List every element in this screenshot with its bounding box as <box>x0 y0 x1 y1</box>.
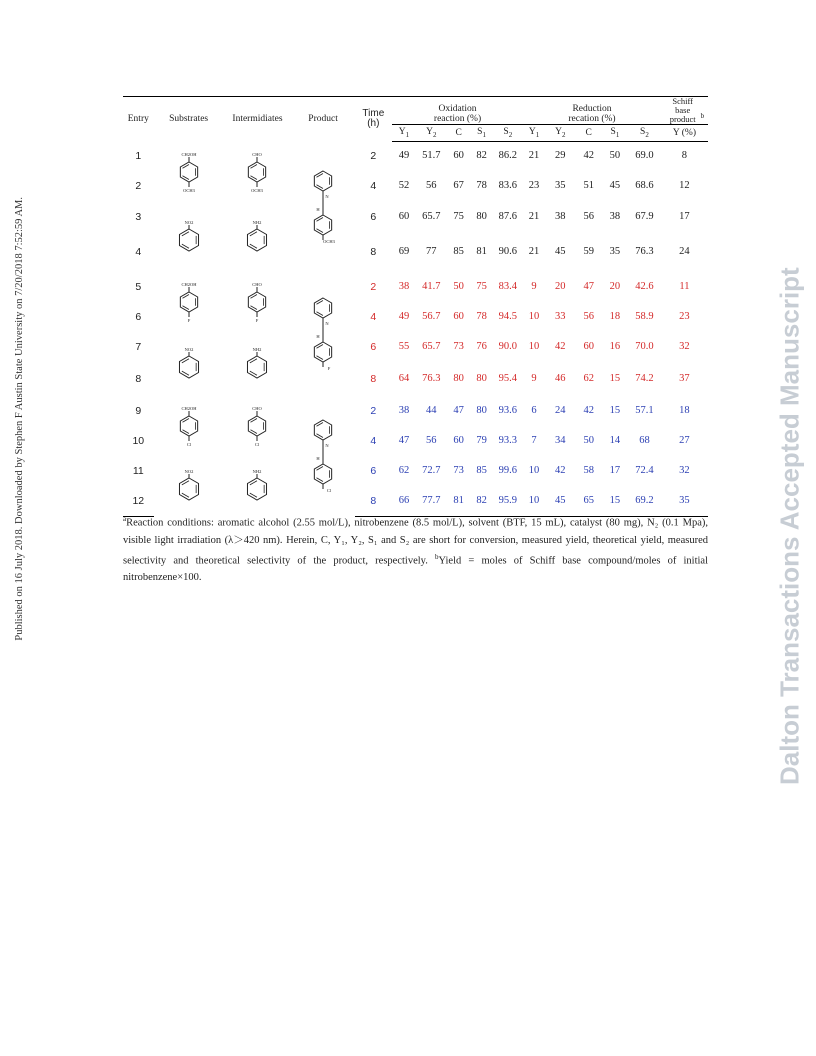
cell-entry: 3 <box>135 210 142 223</box>
cell-value: 65 <box>576 486 602 517</box>
schiff-base-product-structure <box>308 414 338 498</box>
substrate-structure <box>174 396 204 456</box>
svg-text:CH2OH: CH2OH <box>181 281 197 287</box>
cell-value: 16 <box>609 341 621 352</box>
subheader-7: C <box>576 125 602 142</box>
cell-value: 38 <box>398 281 410 292</box>
schiff-base-product-structure <box>308 165 338 249</box>
accepted-manuscript-watermark: Dalton Transactions Accepted Manuscript <box>774 267 805 785</box>
svg-text:CH2OH: CH2OH <box>181 405 197 411</box>
subheader-10: Y (%) <box>661 125 708 142</box>
cell-value: 10 <box>528 341 540 352</box>
cell-time: 4 <box>370 434 377 447</box>
cell-value: 77 <box>426 246 437 257</box>
svg-text:NH2: NH2 <box>253 468 262 474</box>
cell-value: 42 <box>583 405 594 416</box>
header-schiff <box>661 97 708 125</box>
svg-text:F: F <box>187 317 190 323</box>
cell-value: 78 <box>476 311 487 322</box>
cell-value: 33 <box>555 311 566 322</box>
cell-time: 6 <box>370 210 377 223</box>
cell-value: 60 <box>398 211 410 222</box>
subheader-letter: S <box>503 127 509 138</box>
cell-value: 45 <box>555 246 566 257</box>
cell-value: 49 <box>398 150 410 162</box>
subheader-6 <box>545 125 576 142</box>
cell-value: 83.6 <box>498 180 517 192</box>
cell-entry: 4 <box>135 245 142 258</box>
cell-value: 11 <box>679 281 690 292</box>
cell-value: 20 <box>609 281 621 292</box>
cell-value: 80 <box>476 373 487 384</box>
svg-text:NO2: NO2 <box>184 219 193 225</box>
table-row <box>123 396 708 426</box>
cell-value: 18 <box>679 405 690 416</box>
cell-value: 85 <box>476 465 487 476</box>
svg-text:F: F <box>327 365 331 371</box>
cell-value: 80 <box>476 405 487 416</box>
cell-value: 58 <box>583 465 594 476</box>
cell-value: 35 <box>609 246 621 257</box>
cell-value: 46 <box>555 373 566 384</box>
cell-entry: 8 <box>135 372 142 385</box>
cell-time: 2 <box>370 280 377 293</box>
cell-value: 14 <box>609 435 621 446</box>
cell-value: 56 <box>426 180 437 192</box>
cell-entry: 12 <box>123 486 154 517</box>
cell-value: 62 <box>583 373 594 384</box>
cell-value: 78 <box>476 180 487 192</box>
cell-time: 2 <box>370 149 377 162</box>
cell-substrate <box>154 396 224 456</box>
svg-text:H: H <box>316 455 320 461</box>
aniline-structure <box>242 456 272 516</box>
cell-value: 17 <box>679 211 690 222</box>
header-substrates: Substrates <box>154 97 224 142</box>
cell-value: 23 <box>528 180 540 192</box>
cell-value: 66 <box>392 486 416 517</box>
cell-value: 75 <box>453 211 464 222</box>
cell-value: 7 <box>531 435 537 446</box>
cell-entry: 11 <box>132 464 144 477</box>
cell-value: 47 <box>583 281 594 292</box>
cell-product <box>291 142 354 272</box>
svg-text:CHO: CHO <box>252 281 263 287</box>
cell-value: 45 <box>609 180 621 192</box>
cell-value: 80 <box>476 211 487 222</box>
cell-value: 18 <box>609 311 621 322</box>
subheader-letter: Y <box>528 127 536 138</box>
svg-text:N: N <box>325 442 329 448</box>
cell-value: 67.9 <box>635 211 654 222</box>
cell-value: 35 <box>555 180 566 192</box>
cell-value: 21 <box>528 211 540 222</box>
svg-text:N: N <box>325 193 329 199</box>
intermediate-structure <box>242 396 272 456</box>
nitrobenzene-structure <box>174 334 204 394</box>
cell-value: 81 <box>447 486 471 517</box>
cell-value: 90.0 <box>498 341 517 352</box>
cell-value: 24 <box>679 246 690 257</box>
cell-value: 23 <box>679 311 690 322</box>
cell-value: 80 <box>453 373 464 384</box>
cell-value: 60 <box>453 435 464 446</box>
cell-value: 85 <box>453 246 464 257</box>
svg-text:NO2: NO2 <box>184 468 193 474</box>
cell-entry: 10 <box>132 434 145 447</box>
cell-value: 52 <box>398 180 410 192</box>
cell-value: 38 <box>555 211 566 222</box>
header-oxidation <box>392 97 523 125</box>
subheader-letter: S <box>477 127 483 138</box>
svg-text:Cl: Cl <box>186 441 191 447</box>
cell-value: 69 <box>398 246 410 257</box>
cell-value: 60 <box>583 341 594 352</box>
subheader-letter: Y <box>426 127 433 138</box>
cell-value: 37 <box>679 373 690 384</box>
cell-value: 49 <box>398 311 410 322</box>
aniline-structure <box>242 334 272 394</box>
cell-value: 15 <box>602 486 628 517</box>
cell-value: 81 <box>476 246 487 257</box>
header-entry: Entry <box>123 97 154 142</box>
table-row <box>123 142 708 170</box>
cell-time: 4 <box>370 179 377 192</box>
subheader-index: 1 <box>615 130 620 139</box>
cell-value: 74.2 <box>635 373 654 384</box>
subheader-1 <box>416 125 447 142</box>
subheader-8 <box>602 125 628 142</box>
cell-value: 38 <box>398 405 410 416</box>
cell-value: 50 <box>453 281 464 292</box>
table-row <box>123 272 708 302</box>
header-schiff-sup: b <box>700 112 705 121</box>
subheader-letter: Y <box>555 127 562 138</box>
cell-value: 42.6 <box>635 281 654 292</box>
cell-intermediate <box>224 202 292 272</box>
cell-value: 51 <box>583 180 594 192</box>
substrate-structure <box>174 272 204 332</box>
cell-value: 20 <box>555 281 566 292</box>
cell-value: 55 <box>398 341 410 352</box>
substrate-structure <box>174 142 204 202</box>
cell-value: 41.7 <box>422 281 441 292</box>
cell-value: 73 <box>453 465 464 476</box>
cell-time: 2 <box>370 404 377 417</box>
cell-value: 17 <box>609 465 621 476</box>
cell-intermediate <box>224 272 292 332</box>
cell-value: 29 <box>555 150 566 162</box>
cell-entry: 7 <box>135 340 142 353</box>
cell-value: 77.7 <box>416 486 447 517</box>
cell-value: 69.0 <box>635 150 654 162</box>
cell-value: 94.5 <box>498 311 517 322</box>
svg-text:OCH3: OCH3 <box>182 187 195 193</box>
cell-value: 60 <box>453 150 464 162</box>
cell-value: 75 <box>476 281 487 292</box>
subheader-4 <box>493 125 524 142</box>
cell-value: 68 <box>639 435 650 446</box>
cell-value: 95.9 <box>493 486 524 517</box>
cell-substrate <box>154 272 224 332</box>
cell-value: 8 <box>681 150 688 162</box>
schiff-base-product-structure <box>308 292 338 376</box>
cell-value: 62 <box>398 465 410 476</box>
cell-value: 45 <box>545 486 576 517</box>
cell-value: 15 <box>609 373 621 384</box>
cell-value: 34 <box>555 435 566 446</box>
cell-value: 32 <box>679 465 690 476</box>
cell-time: 6 <box>370 464 377 477</box>
cell-entry: 1 <box>135 149 142 162</box>
cell-intermediate <box>224 332 292 396</box>
cell-intermediate <box>224 142 292 202</box>
cell-value: 93.3 <box>498 435 517 446</box>
subheader-letter: Y <box>398 127 406 138</box>
subheader-letter: S <box>610 127 616 138</box>
cell-value: 24 <box>555 405 566 416</box>
cell-value: 73 <box>453 341 464 352</box>
cell-substrate <box>154 142 224 202</box>
subheader-5 <box>523 125 545 142</box>
footnote-a-marker: a <box>123 515 127 523</box>
cell-value: 79 <box>476 435 487 446</box>
cell-value: 21 <box>528 246 540 257</box>
cell-product <box>291 272 354 396</box>
subheader-2: C <box>447 125 471 142</box>
cell-value: 68.6 <box>635 180 654 192</box>
subheader-index: 2 <box>432 130 437 139</box>
cell-time: 8 <box>355 486 392 517</box>
cell-value: 82 <box>471 486 493 517</box>
header-time-label: Time (h) <box>362 108 385 130</box>
cell-value: 90.6 <box>498 246 517 257</box>
cell-value: 10 <box>528 311 540 322</box>
cell-value: 57.1 <box>635 405 654 416</box>
cell-value: 27 <box>679 435 690 446</box>
footnote-b-text: Yield = moles of Schiff base compound/moles of initial nitrobenzene×100. <box>123 555 708 583</box>
cell-substrate <box>154 456 224 517</box>
subheader-9 <box>628 125 661 142</box>
cell-value: 76.3 <box>422 373 441 384</box>
cell-entry: 2 <box>135 179 142 192</box>
subheader-0 <box>392 125 416 142</box>
cell-value: 44 <box>426 405 437 416</box>
svg-text:OCH3: OCH3 <box>251 187 264 193</box>
subheader-index: 1 <box>405 130 410 139</box>
subheader-index: 1 <box>482 130 486 139</box>
svg-text:CHO: CHO <box>252 405 263 411</box>
table-row <box>123 202 708 232</box>
cell-value: 76 <box>476 341 487 352</box>
cell-value: 93.6 <box>498 405 517 416</box>
cell-intermediate <box>224 396 292 456</box>
cell-value: 99.6 <box>498 465 517 476</box>
aniline-structure <box>242 207 272 267</box>
table-row <box>123 332 708 362</box>
svg-text:NH2: NH2 <box>253 346 262 352</box>
cell-value: 56.7 <box>422 311 441 322</box>
cell-value: 87.6 <box>498 211 517 222</box>
cell-value: 76.3 <box>635 246 654 257</box>
download-notice: Published on 16 July 2018. Downloaded by Stephen F Austin State University on 7/20/2018 7:52:59 AM. <box>14 197 25 641</box>
cell-time: 8 <box>370 245 377 258</box>
header-intermediates: Intermidiates <box>224 97 292 142</box>
cell-value: 10 <box>528 465 540 476</box>
cell-value: 56 <box>583 211 594 222</box>
cell-value: 65.7 <box>422 341 441 352</box>
cell-value: 21 <box>528 150 540 162</box>
cell-value: 72.4 <box>635 465 654 476</box>
cell-value: 67 <box>453 180 464 192</box>
svg-text:F: F <box>256 317 259 323</box>
subheader-index: 1 <box>535 130 540 139</box>
subheader-index: 2 <box>508 130 513 139</box>
cell-value: 64 <box>398 373 410 384</box>
cell-intermediate <box>224 456 292 517</box>
cell-value: 83.4 <box>498 281 517 292</box>
cell-value: 70.0 <box>635 341 654 352</box>
cell-time: 4 <box>370 310 377 323</box>
cell-time: 8 <box>370 372 377 385</box>
cell-value: 72.7 <box>422 465 441 476</box>
intermediate-structure <box>242 142 272 202</box>
cell-value: 50 <box>583 435 594 446</box>
subheader-letter: S <box>640 127 646 138</box>
cell-value: 86.2 <box>498 150 517 162</box>
header-reduction <box>523 97 661 125</box>
subheader-3 <box>471 125 493 142</box>
cell-value: 56 <box>426 435 437 446</box>
svg-text:OCH3: OCH3 <box>323 238 335 244</box>
subheader-index: 2 <box>645 130 649 139</box>
svg-text:Cl: Cl <box>326 487 332 493</box>
cell-value: 42 <box>583 150 594 162</box>
header-product: Product <box>291 97 354 142</box>
cell-entry: 5 <box>135 280 142 293</box>
cell-value: 12 <box>679 180 690 192</box>
cell-value: 38 <box>609 211 621 222</box>
cell-value: 6 <box>531 405 537 416</box>
cell-substrate <box>154 332 224 396</box>
cell-value: 95.4 <box>498 373 517 384</box>
cell-value: 56 <box>583 311 594 322</box>
cell-value: 9 <box>531 373 537 384</box>
cell-entry: 9 <box>135 404 142 417</box>
header-schiff-label: Schiff base product <box>669 96 696 124</box>
cell-value: 59 <box>583 246 594 257</box>
cell-value: 82 <box>476 150 487 162</box>
svg-text:CHO: CHO <box>252 151 263 157</box>
cell-value: 69.2 <box>628 486 661 517</box>
cell-value: 10 <box>523 486 545 517</box>
nitrobenzene-structure <box>174 207 204 267</box>
cell-value: 42 <box>555 341 566 352</box>
svg-text:CH2OH: CH2OH <box>181 151 197 157</box>
cell-substrate <box>154 202 224 272</box>
cell-value: 47 <box>398 435 410 446</box>
cell-value: 60 <box>453 311 464 322</box>
cell-value: 50 <box>609 150 621 162</box>
cell-value: 15 <box>609 405 621 416</box>
header-oxidation-label: Oxidation reaction (%) <box>433 104 482 124</box>
cell-product <box>291 396 354 517</box>
cell-value: 42 <box>555 465 566 476</box>
intermediate-structure <box>242 272 272 332</box>
cell-value: 51.7 <box>422 150 441 162</box>
cell-value: 65.7 <box>422 211 441 222</box>
table-row <box>123 456 708 486</box>
footnote-a-text: Reaction conditions: aromatic alcohol (2.55 mol/L), nitrobenzene (8.5 mol/L), solvent (BTF, 15 mL), catalyst (80 mg), N₂ (0.1 Mpa), visible light irradiation (λ＞420 nm). Herein, C, Y₁, Y₂, S₁ and S₂ are short for conversion, measured yield, theoretical yield, measured selectivity and theoretical selectivity of the product, respectively. <box>123 517 708 566</box>
cell-time: 6 <box>370 340 377 353</box>
svg-text:NH2: NH2 <box>253 219 262 225</box>
svg-text:Cl: Cl <box>255 441 260 447</box>
nitrobenzene-structure <box>174 456 204 516</box>
table-footnote <box>123 511 708 586</box>
svg-text:H: H <box>316 206 320 212</box>
svg-text:H: H <box>316 333 320 339</box>
header-time <box>355 97 392 142</box>
results-table <box>123 96 708 517</box>
cell-value: 47 <box>453 405 464 416</box>
svg-text:N: N <box>325 320 329 326</box>
cell-value: 9 <box>531 281 537 292</box>
footnote-b-marker: b <box>435 552 439 561</box>
subheader-index: 2 <box>561 130 566 139</box>
svg-text:NO2: NO2 <box>184 346 193 352</box>
cell-value: 35 <box>661 486 708 517</box>
cell-entry: 6 <box>135 310 142 323</box>
header-reduction-label: Reduction recation (%) <box>568 104 616 124</box>
cell-value: 32 <box>679 341 690 352</box>
cell-value: 58.9 <box>635 311 654 322</box>
